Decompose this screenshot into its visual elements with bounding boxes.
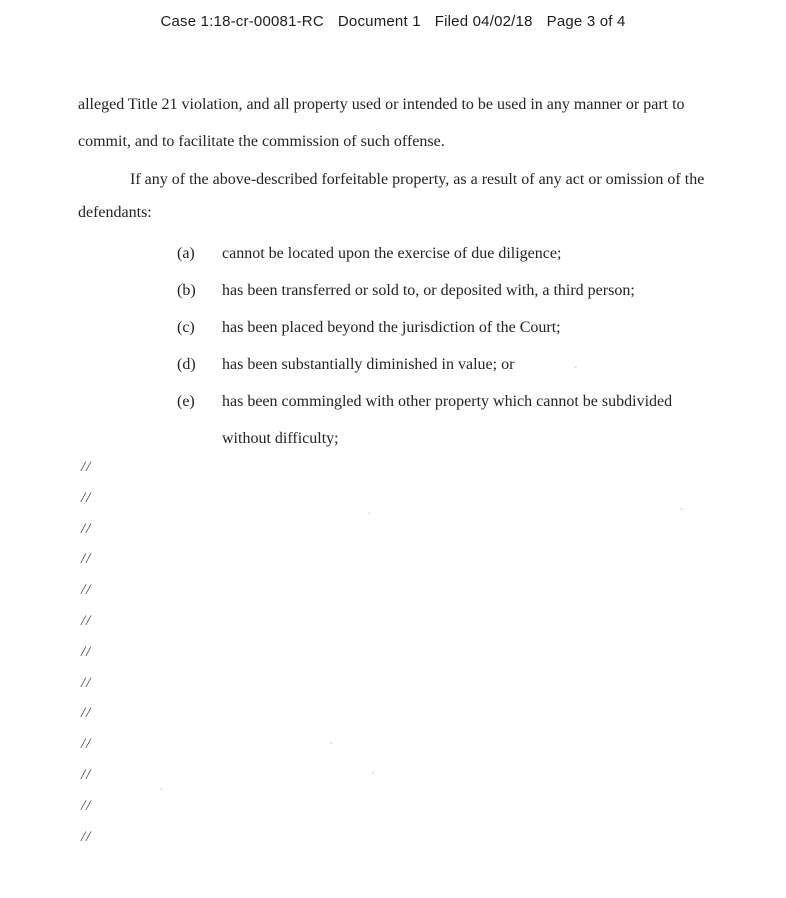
continuation-slash: // xyxy=(81,705,92,722)
paragraph-line: alleged Title 21 violation, and all property used or intended to be used in any manner or part to xyxy=(78,96,685,113)
document-number: Document 1 xyxy=(337,13,421,30)
filed-date: Filed 04/02/18 xyxy=(434,13,533,30)
list-item-text: has been transferred or sold to, or deposited with, a third person; xyxy=(222,282,635,299)
list-item-label: (b) xyxy=(177,282,196,299)
paragraph-line: defendants: xyxy=(78,204,152,221)
case-number: Case 1:18-cr-00081-RC xyxy=(160,13,324,30)
list-item-label: (d) xyxy=(177,356,196,373)
continuation-slash: // xyxy=(81,674,92,691)
continuation-slash: // xyxy=(81,797,92,814)
continuation-slash: // xyxy=(81,643,92,660)
continuation-slash: // xyxy=(81,551,92,568)
list-item xyxy=(177,309,692,346)
continuation-slash: // xyxy=(81,489,92,506)
continuation-slash: // xyxy=(81,582,92,599)
paragraph-line: If any of the above-described forfeitable property, as a result of any act or omission of the xyxy=(130,171,705,188)
continuation-slash: // xyxy=(81,612,92,629)
scan-artifact xyxy=(680,508,683,510)
list-item-text: cannot be located upon the exercise of due diligence; xyxy=(222,245,562,262)
continuation-slash-column xyxy=(81,452,91,852)
continuation-slash: // xyxy=(81,459,92,475)
continuation-slash: // xyxy=(81,736,92,753)
list-item-text: has been placed beyond the jurisdiction of the Court; xyxy=(222,319,561,336)
scan-artifact xyxy=(372,772,374,774)
scan-artifact xyxy=(160,788,162,790)
scan-artifact xyxy=(368,512,370,514)
page-indicator: Page 3 of 4 xyxy=(546,13,626,30)
list-item xyxy=(177,383,692,457)
list-item-text: has been commingled with other property which cannot be subdivided without difficulty; xyxy=(222,393,673,447)
forfeiture-conditions-list xyxy=(177,235,692,457)
list-item-label: (c) xyxy=(177,319,195,336)
list-item xyxy=(177,272,692,309)
list-item xyxy=(177,346,692,383)
list-item-text: has been substantially diminished in value; or xyxy=(222,356,515,373)
list-item-label: (a) xyxy=(177,245,195,262)
list-item-label: (e) xyxy=(177,393,195,410)
paragraph-line: commit, and to facilitate the commission of such offense. xyxy=(78,133,445,150)
continuation-slash: // xyxy=(81,828,92,845)
scan-artifact xyxy=(574,366,577,368)
scan-artifact xyxy=(330,742,333,744)
continuation-slash: // xyxy=(81,520,92,537)
list-item xyxy=(177,235,692,272)
case-header xyxy=(0,13,786,30)
continuation-slash: // xyxy=(81,766,92,783)
